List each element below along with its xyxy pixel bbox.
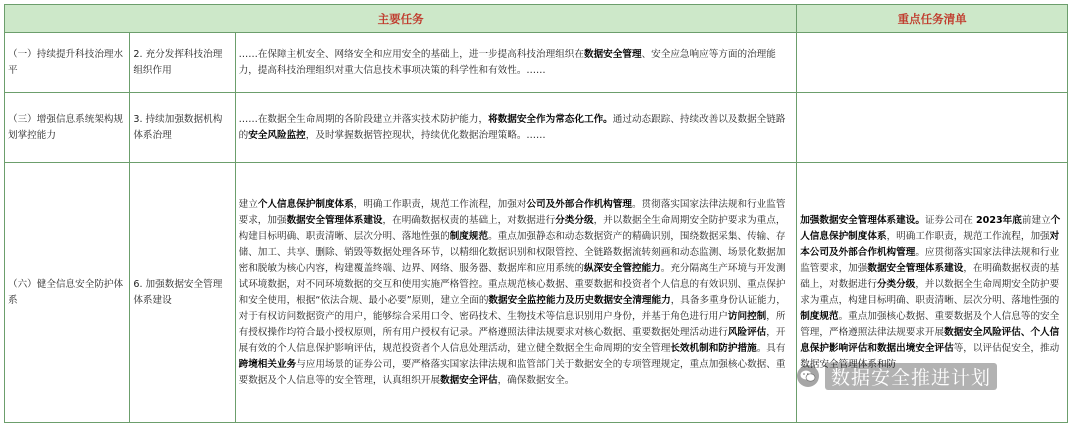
row-category: （一）持续提升科技治理水平 <box>5 33 130 93</box>
body-text-segment: ……在保障主机安全、网络安全和应用安全的基础上，进一步提高科技治理组织在 <box>238 48 584 60</box>
emphasis-text: 访问控制 <box>727 310 767 322</box>
row-content <box>235 33 797 93</box>
table-row <box>5 33 1068 93</box>
emphasis-text: 2023年底 <box>975 214 1022 226</box>
body-text-segment: ……在数据全生命周期的各阶段建立并落实技术防护能力， <box>238 113 489 125</box>
body-text-segment: ，所有授权操作均符合最小授权原则，所有用户授权有记录。严格遵照法律法规要求对核心数据、重要数据处理活动进行 <box>238 310 786 338</box>
row-key-task <box>797 93 1068 163</box>
emphasis-text: 将数据安全作为常态化工作。 <box>488 113 613 125</box>
body-text-segment: 。具有 <box>756 342 786 354</box>
body-text-segment: 与应用场景的证券公司，要严格落实国家法律法规和监管部门关于数据安全的专项管理规定，重点加强核心数据、重要数据及个人信息等的安全管理，认真组织开展 <box>238 358 786 386</box>
emphasis-text: 数据安全管理体系建设 <box>286 214 383 226</box>
body-text-segment: ，明确工作职责，规范工作流程，加强对 <box>353 198 527 210</box>
emphasis-text: 对本公司及外部合作机构管理 <box>800 230 1060 258</box>
watermark-text: 数据安全推进计划 <box>825 363 997 390</box>
row-item: 3. 持续加强数据机构体系治理 <box>130 93 235 163</box>
emphasis-text: 跨境相关业务 <box>238 358 297 370</box>
emphasis-text: 公司及外部合作机构管理 <box>526 198 632 210</box>
body-text-segment: ，具备多重身份认证能力，对于有权访问数据资产的用户，能够综合采用口令、密码技术、生物技术等信息识别用户身份，并基于角色进行用户 <box>238 294 786 322</box>
header-main-tasks: 主要任务 <box>5 5 797 33</box>
body-text-segment: ，开展有效的个人信息保护影响评估，规范投资者个人信息处理活动，建立健全数据全生命周期的安全管理 <box>238 326 786 354</box>
body-text-segment: 。重点加强核心数据、重要数据及个人信息等的安全管理，严格遵照法律法规要求开展 <box>800 310 1060 338</box>
emphasis-text: 纵深安全管控能力 <box>584 262 661 274</box>
emphasis-text: 制度规范 <box>800 310 839 322</box>
emphasis-text: 数据安全评估 <box>440 374 498 386</box>
header-row <box>5 5 1068 33</box>
emphasis-text: 长效机制和防护措施 <box>670 342 757 354</box>
body-text-segment: ，在明确数据权责的基础上，对数据进行 <box>382 214 556 226</box>
emphasis-text: 数据安全风险评估、个人信息保护影响评估和数据出境安全评估 <box>800 326 1060 354</box>
row-content <box>235 163 797 423</box>
body-text-segment: 前建立 <box>1021 214 1051 226</box>
table-row <box>5 93 1068 163</box>
emphasis-text: 数据安全监控能力及历史数据安全清理能力 <box>488 294 671 306</box>
body-text-segment: 。贯彻落实国家法律法规和行业监管要求，加强 <box>238 198 786 226</box>
body-text-segment: ，并以数据全生命周期安全防护要求为重点，构建目标明确、职责清晰、层次分明、落地性强的 <box>238 214 786 242</box>
body-text-segment: ，及时掌握数据管控现状，持续优化数据治理策略。…… <box>305 129 546 141</box>
task-table <box>4 4 1068 423</box>
emphasis-text: 加强数据安全管理体系建设。 <box>800 214 925 226</box>
header-key-list: 重点任务清单 <box>797 5 1068 33</box>
watermark <box>797 362 1061 390</box>
emphasis-text: 制度规范 <box>449 230 489 242</box>
emphasis-text: 安全风险监控 <box>248 129 306 141</box>
row-item: 2. 充分发挥科技治理组织作用 <box>130 33 235 93</box>
emphasis-text: 个人信息保护制度体系 <box>257 198 354 210</box>
row-content <box>235 93 797 163</box>
emphasis-text: 个人信息保护制度体系 <box>800 214 1061 242</box>
body-text-segment: ，确保数据安全。 <box>497 374 575 386</box>
body-text-segment: 建立 <box>238 198 258 210</box>
body-text-segment: 证券公司在 <box>924 214 976 226</box>
body-text-segment: 通过动态跟踪、持续改善以及数据全链路的 <box>238 113 786 141</box>
row-item: 6. 加强数据安全管理体系建设 <box>130 163 235 423</box>
emphasis-text: 风险评估 <box>727 326 767 338</box>
row-key-task <box>797 33 1068 93</box>
body-text-segment: 。应贯彻落实国家法律法规和行业监管要求，加强 <box>800 246 1060 274</box>
body-text-segment: 等，以评估促安全，推动数据安全管理体系和防 <box>800 342 1060 370</box>
emphasis-text: 数据安全管理体系建设 <box>867 262 964 274</box>
row-category: （六）健全信息安全防护体系 <box>5 163 130 423</box>
emphasis-text: 分类分级 <box>876 278 916 290</box>
row-category: （三）增强信息系统架构规划掌控能力 <box>5 93 130 163</box>
body-text-segment: ，在明确数据权责的基础上，对数据进行 <box>800 262 1060 290</box>
body-text-segment: 、安全应急响应等方面的治理能力，提高科技治理组织对重大信息技术事项决策的科学性和有效性。…… <box>238 48 776 76</box>
body-text-segment: 。重点加强静态和动态数据资产的精确识别，围绕数据采集、传输、存储、加工、共享、删除、销毁等数据处理各环节，以精细化数据识别和权限管控、全链路数据流转刻画和动态监测、场景化数据加密和脱敏为核心内容，构建覆盖终端、边界、网络、服务器、数据库和应用系统的 <box>238 230 786 274</box>
body-text-segment: ，明确工作职责，规范工作流程，加强 <box>886 230 1050 242</box>
body-text-segment: ，并以数据全生命周期安全防护要求为重点，构建目标明确、职责清晰、层次分明、落地性强的 <box>800 278 1060 306</box>
emphasis-text: 分类分级 <box>555 214 594 226</box>
body-text-segment: 。充分隔离生产环境与开发测试环境数据，对不同环境数据的交互和使用实施严格管控。重点规范核心数据、重要数据和投资者个人信息的有效识别、重点保护和安全使用，根据“依法合规、最小必要”原则，建立全面的 <box>238 262 786 306</box>
wechat-icon <box>797 365 819 387</box>
emphasis-text: 数据安全管理 <box>584 48 642 60</box>
